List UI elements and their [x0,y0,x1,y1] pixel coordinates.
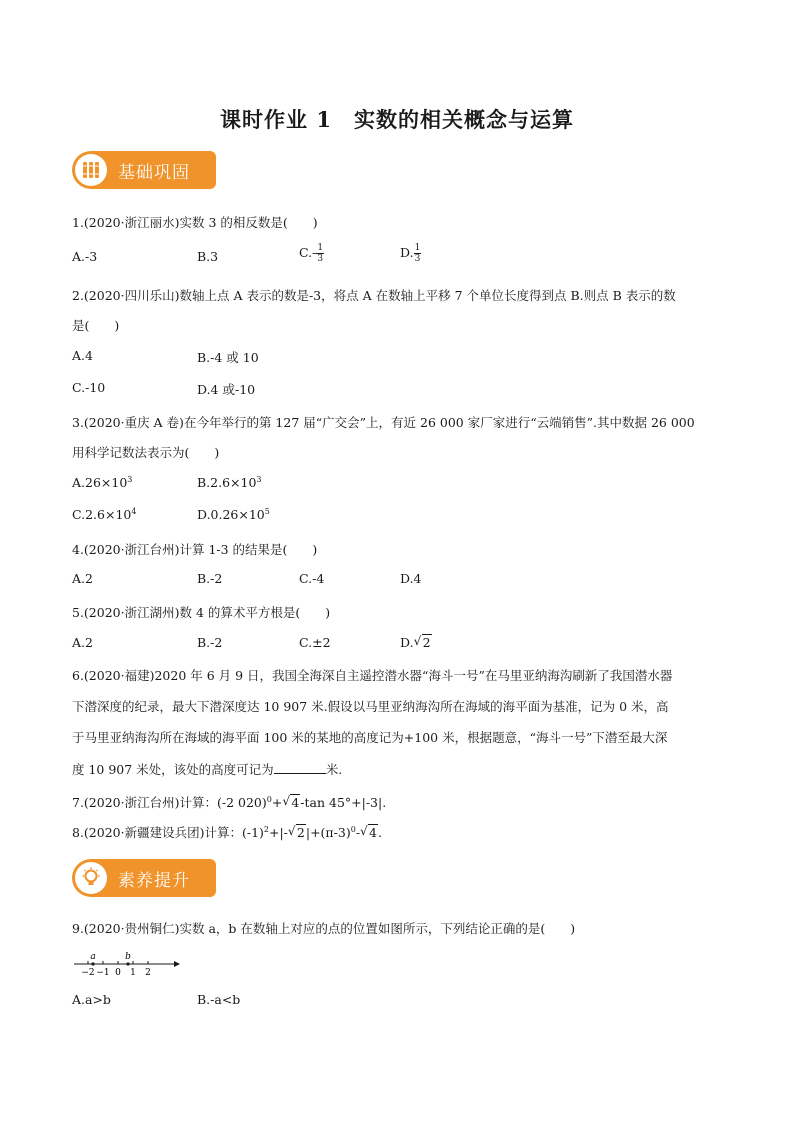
question-9-stem: 9.(2020·贵州铜仁)实数 a，b 在数轴上对应的点的位置如图所示，下列结论正确的是( ) [72,921,576,936]
section-banner-basic [72,151,216,189]
q5-option-a: A.2 [72,635,93,650]
question-3-stem-line2: 用科学记数法表示为( ) [72,445,220,460]
q4-option-b: B.-2 [197,571,223,586]
page-title: 课时作业 1 实数的相关概念与运算 [220,107,574,132]
number-line-figure [72,949,182,979]
q1-option-d: D. $\frac{1}{3}$ [400,243,421,264]
q2-option-b: B.-4 或 10 [197,350,259,365]
q3-option-b: $B.2.6\times 10^3$ [197,475,262,490]
point-b-marker [126,962,129,965]
question-8: 8.(2020·新疆建设兵团)计算：$(-1)^2+|-√$ $2|+(\pi-3)^0-√$ 4. [72,823,382,841]
q5-option-c: C.±2 [299,635,331,650]
point-a-label: a [90,952,96,962]
q3-option-d: $D.0.26\times 10^5$ [197,507,270,522]
tick-label: −2 [81,968,95,978]
section-banner-advanced [72,859,216,897]
arrow-right-icon [174,961,180,967]
q5-option-d: D.√ 2 [400,635,432,650]
section-label: 基础巩固 [118,163,190,183]
point-a-marker [91,962,94,965]
q2-option-d: D.4 或-10 [197,382,256,397]
q2-option-c: C.-10 [72,380,106,395]
lightbulb-icon [75,862,107,894]
q9-option-b: B.-a<b [197,992,241,1007]
books-icon [75,154,107,186]
tick-label: 2 [145,968,151,978]
question-3-stem-line1: 3.(2020·重庆 A 卷)在今年举行的第 127 届“广交会”上，有近 26 000 家厂家进行“云端销售”.其中数据 26 000 [72,415,695,430]
question-6-line3: 于马里亚纳海沟所在海域的海平面 100 米的某地的高度记为+100 米，根据题意，“海斗一号”下潜至最大深 [72,730,668,745]
q3-option-a: $A.26\times 10^3$ [72,475,133,490]
q2-option-a: A.4 [72,348,93,363]
question-5-stem: 5.(2020·浙江湖州)数 4 的算术平方根是( ) [72,605,331,620]
q1-option-c: C.- $\frac{1}{3}$ [299,243,324,264]
question-2-stem-line1: 2.(2020·四川乐山)数轴上点 A 表示的数是-3，将点 A 在数轴上平移 7 个单位长度得到点 B.则点 B 表示的数 [72,288,676,303]
question-4-stem: 4.(2020·浙江台州)计算 1-3 的结果是( ) [72,542,318,557]
answer-blank[interactable] [274,773,326,774]
section-label: 素养提升 [118,871,190,891]
q9-option-a: A.a>b [72,992,111,1007]
point-b-label: b [125,952,131,962]
q1-option-a: A.-3 [72,249,98,264]
q3-option-c: $C.2.6\times 10^4$ [72,507,137,522]
q4-option-a: A.2 [72,571,93,586]
question-1-stem: 1.(2020·浙江丽水)实数 3 的相反数是( ) [72,215,318,230]
q5-option-b: B.-2 [197,635,223,650]
tick-label: −1 [96,968,110,978]
question-2-stem-line2: 是( ) [72,318,120,333]
question-6-line2: 下潜深度的纪录，最大下潜深度达 10 907 米.假设以马里亚纳海沟所在海域的海平面为基准，记为 0 米，高 [72,699,669,714]
q4-option-c: C.-4 [299,571,325,586]
tick-label: 1 [130,968,136,978]
question-6-line1: 6.(2020·福建)2020 年 6 月 9 日，我国全海深自主遥控潜水器“海斗一号”在马里亚纳海沟刷新了我国潜水器 [72,668,673,683]
q1-option-b: B.3 [197,249,219,264]
question-6-line4: 度 10 907 米处，该处的高度可记为 米. [72,762,343,777]
tick-label: 0 [115,968,121,978]
question-7: 7.(2020·浙江台州)计算：(-2 020)$^0$+√ 4-tan 45°+|-3|. [72,793,386,811]
q4-option-d: D.4 [400,571,422,586]
